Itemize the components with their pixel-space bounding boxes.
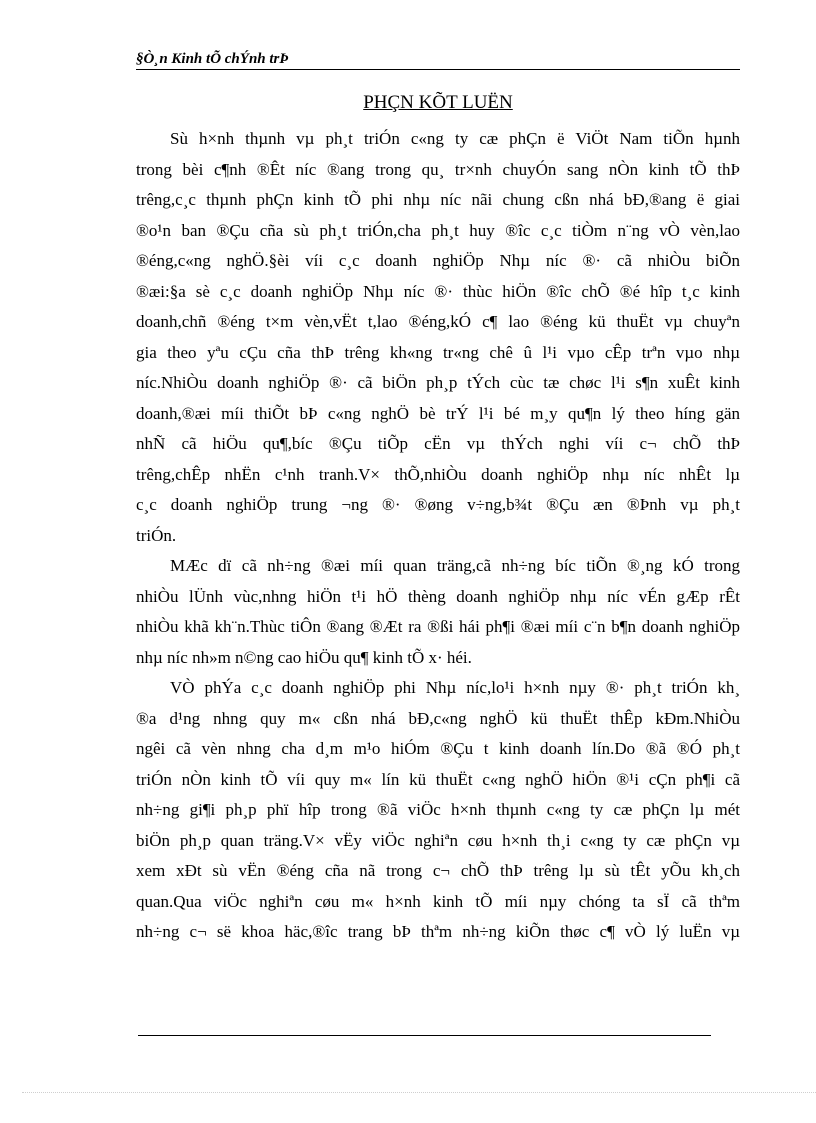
text-line: Sù h×nh thµnh vµ ph¸t triÓn c«ng ty cæ phÇn ë ViÖt Nam tiÕn hµnh [170, 129, 740, 148]
text-line: nh÷ng gi¶i ph¸p phï hîp trong ®ã viÖc h×nh thµnh c«ng ty cæ phÇn lµ mét [136, 800, 740, 819]
text-line: doanh,chñ ®éng t×m vèn,vËt t,lao ®éng,kÓ c¶ lao ®éng kü thuËt vµ chuyªn [136, 312, 740, 331]
header-text: §Ò¸n Kinh tÕ chÝnh trÞ [136, 51, 289, 67]
text-line: doanh,®æi míi thiÕt bÞ c«ng nghÖ bè trÝ l¹i bé m¸y qu¶n lý theo híng gän [136, 403, 740, 423]
text-line: ngêi cã vèn nhng cha d¸m m¹o hiÓm ®Çu t kinh doanh lín.Do ®ã ®Ó ph¸t [136, 739, 740, 758]
text-line: nhiÒu khã kh¨n.Thùc tiÔn ®ang ®Æt ra ®ßi hái ph¶i ®æi míi c¨n b¶n doanh nghiÖp [136, 617, 740, 636]
text-line: MÆc dï cã nh÷ng ®æi míi quan träng,cã nh÷ng bíc tiÕn ®¸ng kÓ trong [170, 556, 740, 575]
text-line: biÖn ph¸p quan träng.V× vËy viÖc nghiªn cøu h×nh th¸i c«ng ty cæ phÇn vµ [136, 830, 740, 850]
text-line: VÒ phÝa c¸c doanh nghiÖp phi Nhµ níc,lo¹i h×nh nµy ®· ph¸t triÓn kh¸ [170, 678, 740, 697]
text-line: triÓn. [136, 525, 177, 545]
text-line: nhiÒu lÜnh vùc,nhng hiÖn t¹i hÖ thèng doanh nghiÖp nhµ níc vÉn gÆp rÊt [136, 586, 740, 606]
section-title: PHÇN KÕT LUËN [363, 92, 513, 113]
page-edge-divider [22, 1092, 816, 1093]
text-line: ®a d¹ng nhng quy m« cßn nhá bÐ,c«ng nghÖ kü thuËt thÊp kÐm.NhiÒu [136, 708, 740, 728]
text-line: c¸c doanh nghiÖp trung ¬ng ®· ®øng v÷ng,b¾t ®Çu æn ®Þnh vµ ph¸t [136, 495, 740, 514]
text-line: gia theo yªu cÇu cña thÞ trêng kh«ng tr«ng chê û l¹i vµo cÊp trªn vµo nhµ [136, 342, 740, 362]
text-line: trêng,chÊp nhËn c¹nh tranh.V× thÕ,nhiÒu doanh nghiÖp nhµ níc nhÊt lµ [136, 464, 740, 484]
body-text [136, 124, 740, 948]
text-line: nhµ níc nh»m n©ng cao hiÖu qu¶ kinh tÕ x· héi. [136, 647, 472, 667]
footer-rule [138, 1035, 711, 1036]
text-line: ®o¹n ban ®Çu cña sù ph¸t triÓn,cha ph¸t huy ®îc c¸c tiÒm n¨ng vÒ vèn,lao [136, 220, 740, 240]
text-line: xem xÐt sù vËn ®éng cña nã trong c¬ chÕ thÞ trêng lµ sù tÊt yÕu kh¸ch [136, 861, 740, 880]
text-line: níc.NhiÒu doanh nghiÖp ®· cã biÖn ph¸p tÝch cùc tæ chøc l¹i s¶n xuÊt kinh [136, 373, 740, 392]
text-line: nhÑ cã hiÖu qu¶,bíc ®Çu tiÕp cËn vµ thÝch nghi víi c¬ chÕ thÞ [136, 434, 740, 453]
text-line: quan.Qua viÖc nghiªn cøu m« h×nh kinh tÕ míi nµy chóng ta sÏ cã thªm [136, 891, 740, 911]
page-header [136, 49, 740, 70]
text-line: ®æi:§a sè c¸c doanh nghiÖp Nhµ níc ®· thùc hiÖn ®îc chÕ ®é hîp t¸c kinh [136, 281, 740, 301]
text-line: ®éng,c«ng nghÖ.§èi víi c¸c doanh nghiÖp Nhµ níc ®· cã nhiÒu biÕn [136, 251, 740, 270]
text-line: trong bèi c¶nh ®Êt níc ®ang trong qu¸ tr×nh chuyÓn sang nÒn kinh tÕ thÞ [136, 159, 740, 179]
text-line: trêng,c¸c thµnh phÇn kinh tÕ phi nhµ níc nãi chung cßn nhá bÐ,®ang ë giai [136, 190, 740, 209]
text-line: nh÷ng c¬ së khoa häc,®îc trang bÞ thªm nh÷ng kiÕn thøc c¶ vÒ lý luËn vµ [136, 922, 740, 941]
text-line: triÓn nÒn kinh tÕ víi quy m« lín kü thuËt c«ng nghÖ hiÖn ®¹i cÇn ph¶i cã [136, 769, 740, 789]
